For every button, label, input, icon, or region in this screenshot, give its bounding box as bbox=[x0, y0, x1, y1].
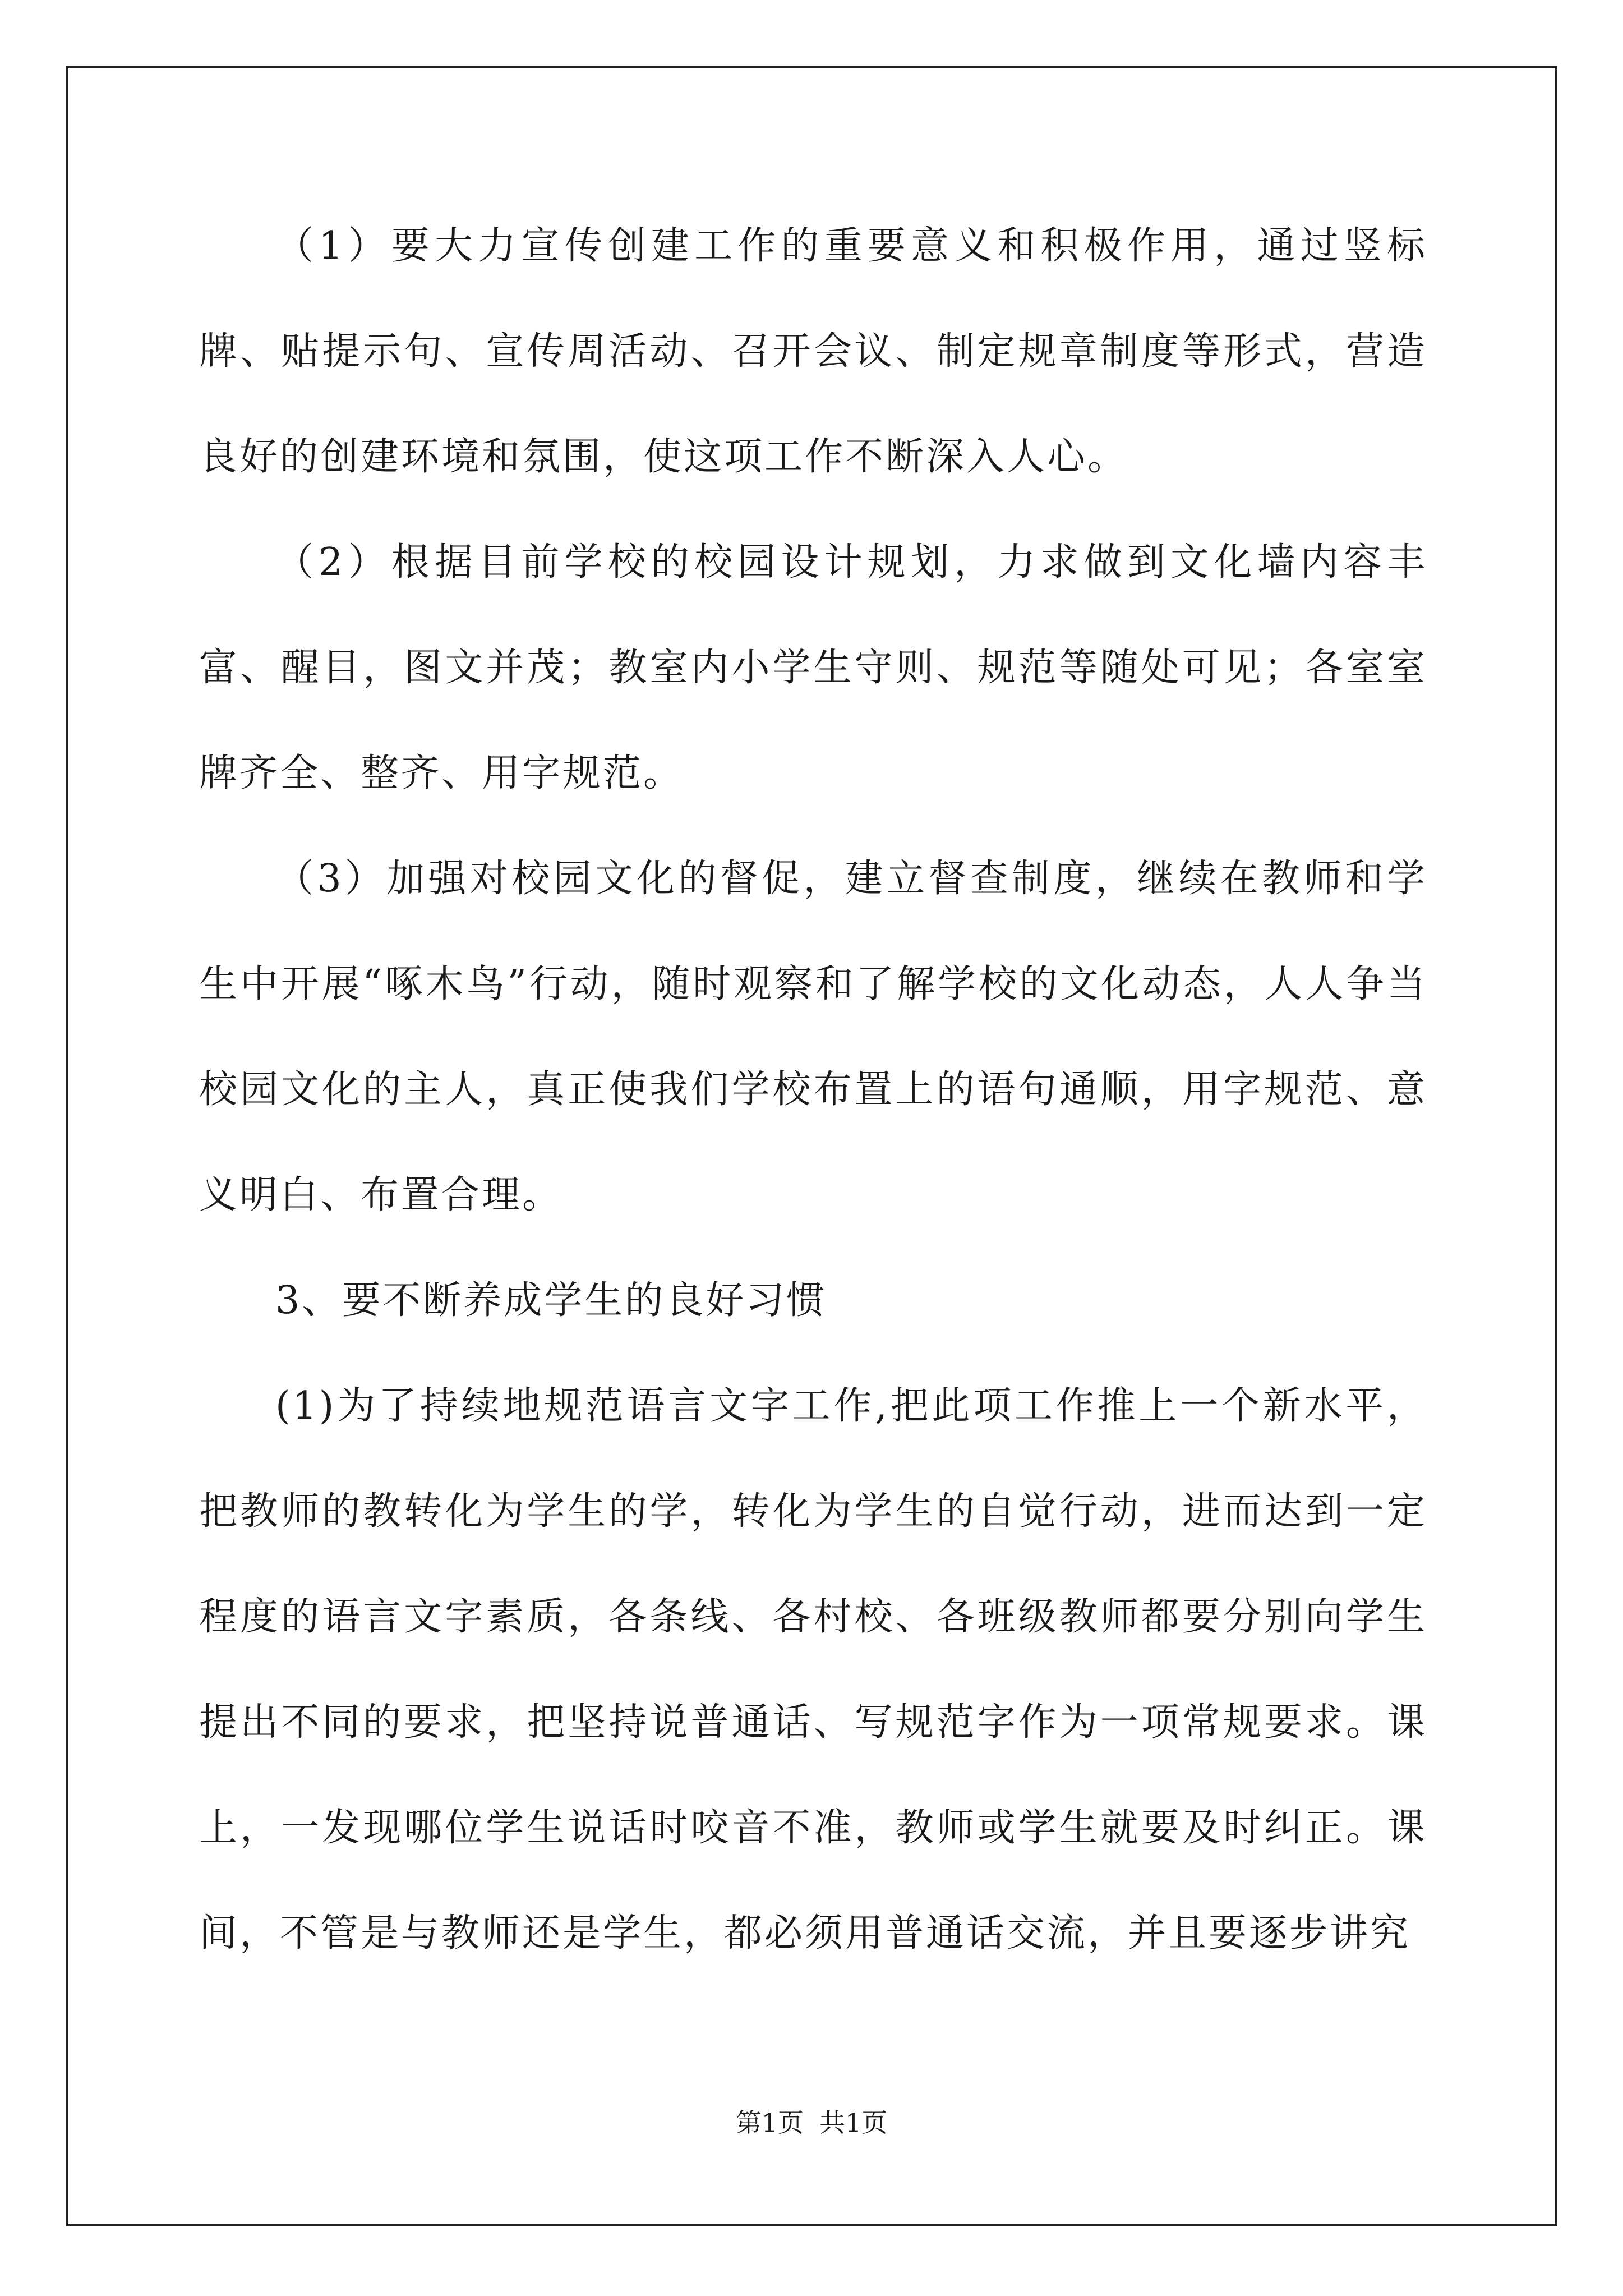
page-footer bbox=[0, 2106, 1623, 2139]
document-body bbox=[199, 194, 1427, 1986]
paragraph-4: (1)为了持续地规范语言文字工作,把此项工作推上一个新水平，把教师的教转化为学生的学，转化为学生的自觉行动，进而达到一定程度的语言文字素质，各条线、各村校、各班级教师都要分别向学生提出不同的要求，把坚持说普通话、写规范字作为一项常规要求。课上，一发现哪位学生说话时咬音不准，教师或学生就要及时纠正。课间，不管是与教师还是学生，都必须用普通话交流，并且要逐步讲究 bbox=[199, 1384, 1427, 1955]
paragraph-2: （2）根据目前学校的校园设计规划，力求做到文化墙内容丰富、醒目，图文并茂；教室内小学生守则、规范等随处可见；各室室牌齐全、整齐、用字规范。 bbox=[199, 540, 1427, 795]
paragraph-3: （3）加强对校园文化的督促，建立督查制度，继续在教师和学生中开展“啄木鸟”行动，随时观察和了解学校的文化动态，人人争当校园文化的主人，真正使我们学校布置上的语句通顺，用字规范、意义明白、布置合理。 bbox=[199, 857, 1427, 1217]
page-total: 共1页 bbox=[819, 2108, 888, 2138]
section-heading: 3、要不断养成学生的良好习惯 bbox=[275, 1278, 827, 1323]
paragraph-1: （1）要大力宣传创建工作的重要意义和积极作用，通过竖标牌、贴提示句、宣传周活动、召开会议、制定规章制度等形式，营造良好的创建环境和氛围，使这项工作不断深入人心。 bbox=[199, 224, 1427, 479]
page-number: 第1页 bbox=[735, 2108, 804, 2138]
